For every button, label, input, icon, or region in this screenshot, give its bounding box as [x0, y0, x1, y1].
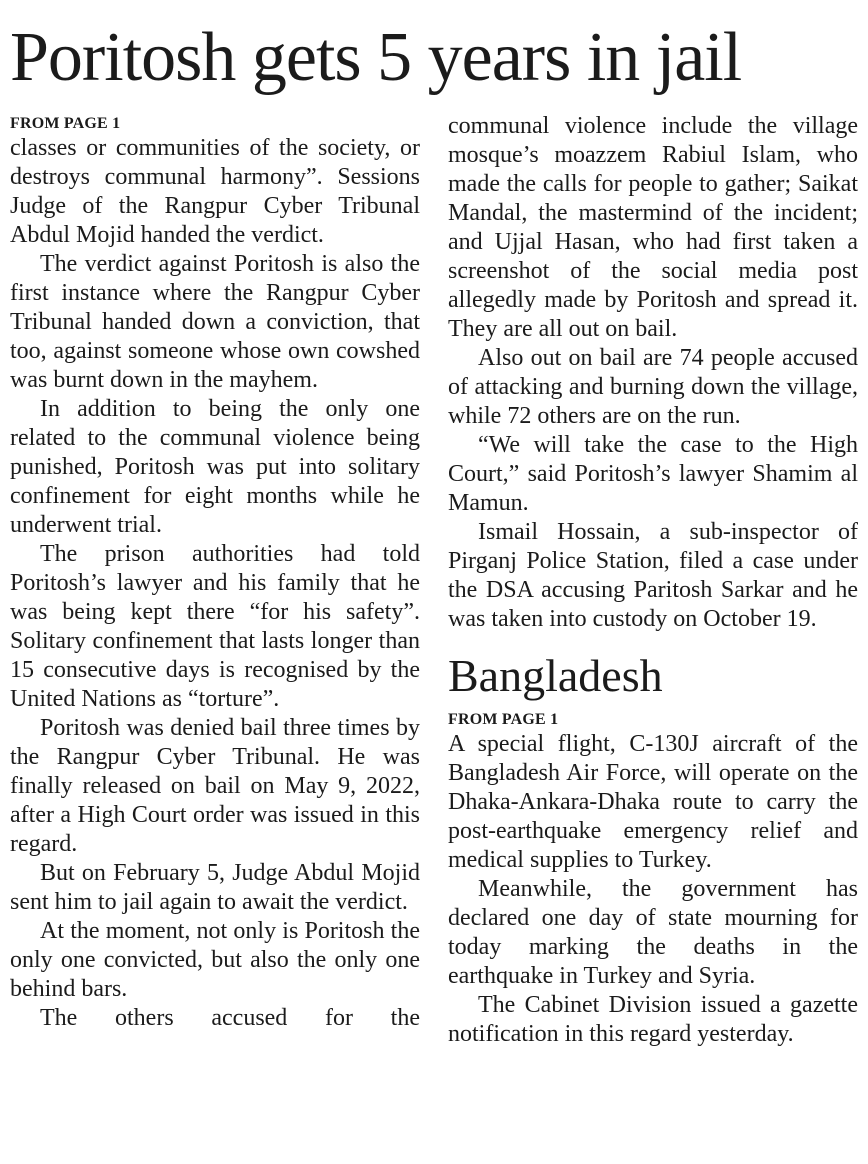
body-paragraph: The verdict against Poritosh is also the first instance where the Rangpur Cyber Tribunal handed down a conviction, that too, against someone whose own cowshed was burnt down in the mayhem. — [10, 251, 420, 393]
body-paragraph: In addition to being the only one related to the communal violence being punished, Poritosh was put into solitary confinement for eight months while he underwent trial. — [10, 396, 420, 538]
body-paragraph: The prison authorities had told Poritosh’s lawyer and his family that he was being kept there “for his safety”. Solitary confinement that lasts longer than 15 consecutive days is recognised by the United Nations as “torture”. — [10, 541, 420, 712]
body-paragraph: A special flight, C-130J aircraft of the Bangladesh Air Force, will operate on the Dhaka-Ankara-Dhaka route to carry the post-earthquake emergency relief and medical supplies to Turkey. — [448, 731, 858, 873]
body-paragraph: At the moment, not only is Poritosh the only one convicted, but also the only one behind bars. — [10, 918, 420, 1002]
second-article-headline: Bangladesh — [448, 650, 663, 701]
body-paragraph: Ismail Hossain, a sub-inspector of Pirganj Police Station, filed a case under the DSA accusing Paritosh Sarkar and he was taken into custody on October 19. — [448, 519, 858, 632]
body-paragraph: “We will take the case to the High Court,” said Poritosh’s lawyer Shamim al Mamun. — [448, 432, 858, 516]
left-column — [10, 112, 420, 1033]
body-paragraph: classes or communities of the society, or destroys communal harmony”. Sessions Judge of the Rangpur Cyber Tribunal Abdul Mojid handed the verdict. — [10, 135, 420, 248]
right-column — [448, 112, 858, 1049]
article-headline: Poritosh gets 5 years in jail — [10, 19, 742, 96]
body-paragraph: The others accused for the — [40, 1005, 420, 1031]
body-paragraph: But on February 5, Judge Abdul Mojid sent him to jail again to await the verdict. — [10, 860, 420, 915]
body-paragraph: Meanwhile, the government has declared one day of state mourning for today marking the deaths in the earthquake in Turkey and Syria. — [448, 876, 858, 989]
body-paragraph: Poritosh was denied bail three times by the Rangpur Cyber Tribunal. He was finally released on bail on May 9, 2022, after a High Court order was issued in this regard. — [10, 715, 420, 857]
body-paragraph: Also out on bail are 74 people accused of attacking and burning down the village, while 72 others are on the run. — [448, 345, 858, 429]
body-paragraph: communal violence include the village mosque’s moazzem Rabiul Islam, who made the calls for people to gather; Saikat Mandal, the mastermind of the incident; and Ujjal Hasan, who had first taken a screenshot of the social media post allegedly made by Poritosh and spread it. They are all out on bail. — [448, 113, 858, 342]
body-paragraph: The Cabinet Division issued a gazette notification in this regard yesterday. — [448, 992, 858, 1047]
from-page-kicker: FROM PAGE 1 — [10, 115, 121, 132]
from-page-kicker: FROM PAGE 1 — [448, 711, 559, 728]
